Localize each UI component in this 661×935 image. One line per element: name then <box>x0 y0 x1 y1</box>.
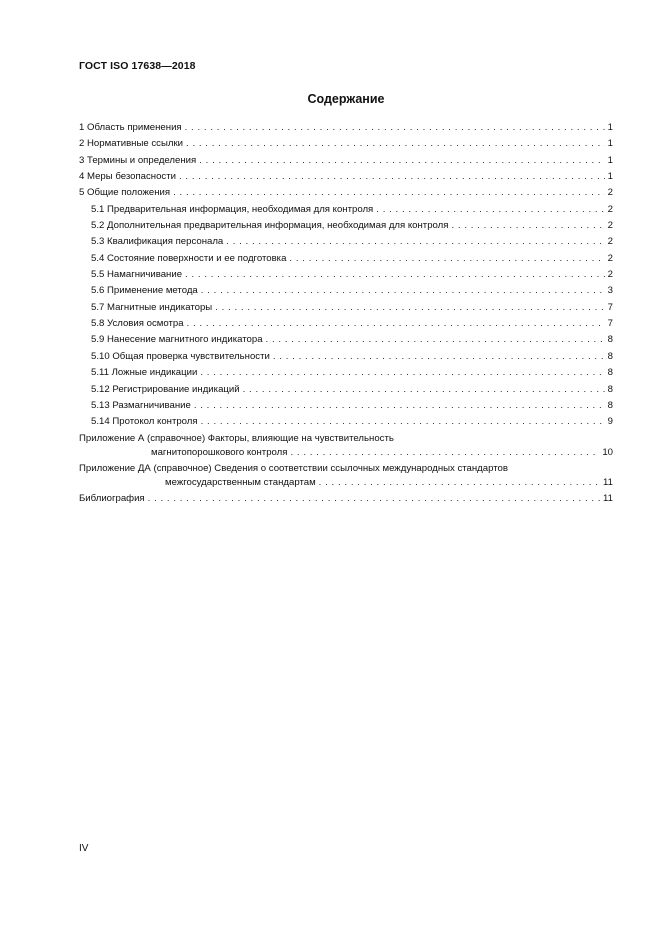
toc-entry-label: 5.10 Общая проверка чувствительности <box>91 350 270 362</box>
toc-entry-page: 1 <box>607 138 613 150</box>
toc-entry-label-line1: Приложение А (справочное) Факторы, влияющие на чувствительность <box>79 432 394 444</box>
toc-entry-label: 1 Область применения <box>79 122 182 133</box>
toc-entry-5-4[interactable] <box>79 251 613 267</box>
toc-entry-5-6[interactable] <box>79 283 613 299</box>
toc-entry-page: 2 <box>607 252 613 264</box>
toc-entry-page: 2 <box>607 220 613 232</box>
toc-entry-page: 8 <box>607 334 613 346</box>
toc-entry-label: 3 Термины и определения <box>79 154 197 166</box>
toc-entry-page: 1 <box>607 171 613 183</box>
toc-entry-label: 5.11 Ложные индикации <box>91 367 198 379</box>
toc-entry-label: 5.13 Размагничивание <box>91 399 191 411</box>
toc-entry-5-5[interactable] <box>79 267 613 283</box>
toc-entry-bibliography[interactable] <box>79 491 613 507</box>
toc-entry-5-11[interactable] <box>79 365 613 381</box>
toc-entry-page: 2 <box>607 269 613 281</box>
document-code: ГОСТ ISO 17638—2018 <box>79 60 196 72</box>
toc-entry-5-8[interactable] <box>79 316 613 332</box>
toc-entry-label: 5.6 Применение метода <box>91 285 198 297</box>
toc-entry-1[interactable] <box>79 120 613 136</box>
dot-leader <box>215 300 604 316</box>
toc-entry-page: 10 <box>602 446 613 458</box>
toc-entry-page: 8 <box>607 383 613 395</box>
dot-leader <box>243 382 605 398</box>
dot-leader <box>376 202 604 218</box>
toc-entry-label-line2: магнитопорошкового контроля <box>151 446 288 458</box>
toc-entry-page: 1 <box>607 154 613 166</box>
toc-entry-page: 2 <box>607 203 613 215</box>
toc-entry-annex-da[interactable] <box>79 461 613 491</box>
toc-entry-label: 5.1 Предварительная информация, необходимая для контроля <box>91 203 374 215</box>
toc-entry-page: 3 <box>607 285 613 297</box>
toc-entry-label: 5.5 Намагничивание <box>91 269 183 281</box>
dot-leader <box>148 491 600 507</box>
dot-leader <box>194 398 605 414</box>
toc-entry-page: 8 <box>607 367 613 379</box>
toc-entry-label: 5.3 Квалификация персонала <box>91 236 224 248</box>
dot-leader <box>273 349 605 365</box>
dot-leader <box>201 414 605 430</box>
toc-title: Содержание <box>307 92 385 106</box>
toc-entry-5-1[interactable] <box>79 202 613 218</box>
toc-entry-2[interactable] <box>79 136 613 152</box>
toc-entry-5-7[interactable] <box>79 300 613 316</box>
toc-entry-5-9[interactable] <box>79 332 613 348</box>
toc-entry-page: 11 <box>603 492 613 504</box>
toc-entry-label: 4 Меры безопасности <box>79 171 176 183</box>
toc-entry-page: 2 <box>607 187 613 199</box>
toc-entry-5-14[interactable] <box>79 414 613 430</box>
page-number: IV <box>79 843 89 854</box>
toc-entry-page: 11 <box>603 476 613 488</box>
dot-leader <box>289 251 604 267</box>
toc-entry-label-line2: межгосударственным стандартам <box>165 476 316 488</box>
dot-leader <box>200 365 604 381</box>
toc-entry-5-10[interactable] <box>79 349 613 365</box>
dot-leader <box>173 185 605 201</box>
toc-entry-page: 7 <box>607 301 613 313</box>
dot-leader <box>187 316 605 332</box>
toc-entry-5-13[interactable] <box>79 398 613 414</box>
dot-leader <box>185 267 605 283</box>
toc-entry-label: 5.7 Магнитные индикаторы <box>91 301 213 313</box>
toc-entry-annex-a[interactable] <box>79 431 613 461</box>
dot-leader <box>290 445 599 461</box>
toc-entry-label: Библиография <box>79 492 145 504</box>
toc-entry-page: 2 <box>607 236 613 248</box>
dot-leader <box>319 475 600 491</box>
toc-entry-page: 8 <box>607 399 613 411</box>
dot-leader <box>226 234 604 250</box>
toc-entry-label: 5 Общие положения <box>79 187 171 199</box>
toc-entry-page: 7 <box>607 318 613 330</box>
toc-entry-5-3[interactable] <box>79 234 613 250</box>
toc-entry-label: 5.4 Состояние поверхности и ее подготовка <box>91 252 287 264</box>
toc-entry-label: 5.9 Нанесение магнитного индикатора <box>91 334 263 346</box>
dot-leader <box>185 120 605 136</box>
toc-entry-page: 1 <box>607 122 613 133</box>
dot-leader <box>201 283 605 299</box>
dot-leader <box>186 136 605 152</box>
dot-leader <box>266 332 605 348</box>
toc-entry-label-line1: Приложение ДА (справочное) Сведения о соответствии ссылочных международных стандартов <box>79 462 508 474</box>
dot-leader <box>451 218 604 234</box>
toc-entry-5-12[interactable] <box>79 382 613 398</box>
toc-entry-label: 5.12 Регистрирование индикаций <box>91 383 240 395</box>
toc-entry-label: 5.8 Условия осмотра <box>91 318 184 330</box>
dot-leader <box>179 169 605 185</box>
toc-entry-5-2[interactable] <box>79 218 613 234</box>
toc-entry-3[interactable] <box>79 153 613 169</box>
toc-entry-page: 9 <box>607 416 613 428</box>
table-of-contents <box>79 120 613 507</box>
toc-entry-label: 2 Нормативные ссылки <box>79 138 184 150</box>
dot-leader <box>199 153 604 169</box>
toc-entry-5[interactable] <box>79 185 613 201</box>
toc-entry-page: 8 <box>607 350 613 362</box>
toc-entry-label: 5.2 Дополнительная предварительная информация, необходимая для контроля <box>91 220 449 232</box>
toc-entry-4[interactable] <box>79 169 613 185</box>
toc-entry-label: 5.14 Протокол контроля <box>91 416 198 428</box>
